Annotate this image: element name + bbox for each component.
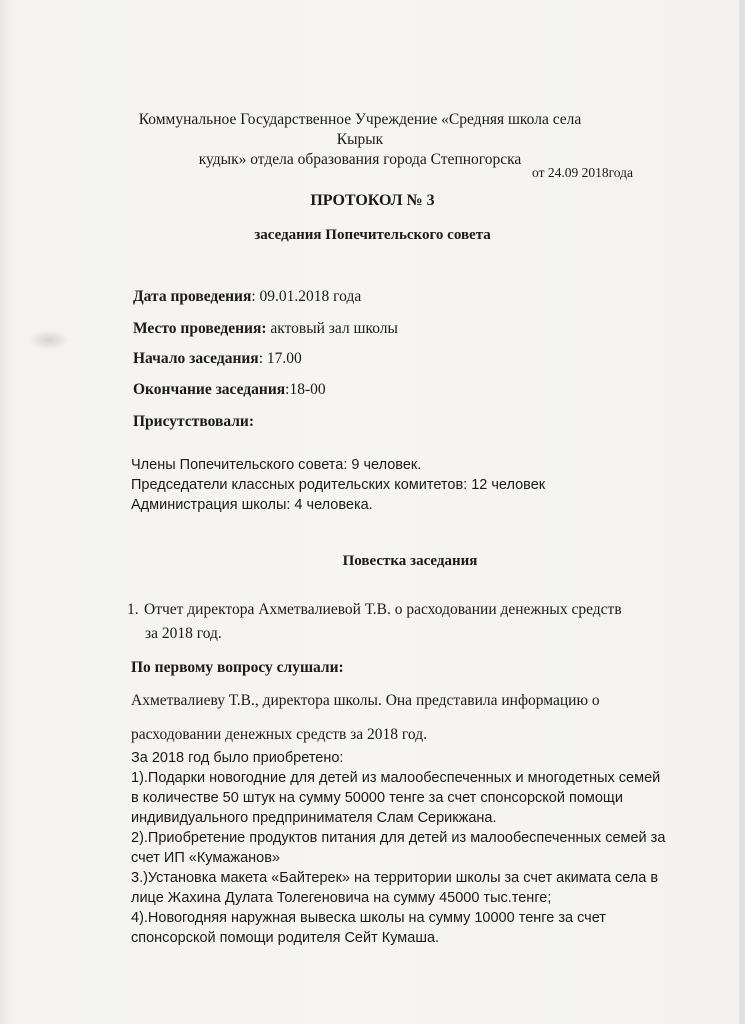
paragraph-line: расходовании денежных средств за 2018 год.	[131, 726, 427, 743]
attendee-line: Председатели классных родительских комитетов: 12 человек	[131, 477, 546, 493]
agenda-title: Повестка заседания	[342, 553, 478, 569]
first-question-text	[131, 684, 697, 752]
agenda-item-number: 1.	[127, 601, 139, 618]
attendee-line: Члены Попечительского совета: 9 человек.	[131, 457, 422, 473]
purchase-line: индивидуального предпринимателя Слам Серикжана.	[131, 810, 497, 826]
institution-header	[120, 110, 600, 170]
purchases-intro: За 2018 год было приобретено:	[131, 750, 344, 766]
meeting-end	[133, 381, 326, 399]
attendee-line: Администрация школы: 4 человека.	[131, 497, 373, 513]
agenda-item-text: Отчет директора Ахметвалиевой Т.В. о расходовании денежных средств	[144, 601, 622, 618]
purchase-line: 3.)Установка макета «Байтерек» на территории школы за счет акимата села в	[131, 870, 659, 886]
meeting-end-value: :18-00	[285, 381, 326, 398]
page-edge	[739, 0, 745, 1024]
meeting-end-label: Окончание заседания	[133, 381, 286, 398]
meeting-start	[133, 350, 302, 368]
protocol-subtitle: заседания Попечительского совета	[254, 227, 491, 243]
purchase-line: 2).Приобретение продуктов питания для детей из малообеспеченных семей за	[131, 830, 666, 846]
meeting-date-label: Дата проведения	[133, 288, 252, 305]
present-heading	[133, 413, 254, 431]
purchase-line: спонсорской помощи родителя Сейт Кумаша.	[131, 930, 440, 946]
present-label: Присутствовали:	[133, 413, 255, 430]
protocol-title: ПРОТОКОЛ № 3	[310, 192, 435, 209]
first-question-heading: По первому вопросу слушали:	[131, 659, 344, 676]
meeting-start-value: : 17.00	[258, 350, 302, 367]
agenda-item-continuation: за 2018 год.	[145, 625, 222, 642]
meeting-date-value: : 09.01.2018 года	[251, 288, 362, 305]
purchase-line: лице Жахина Дулата Толегеновича на сумму 45000 тыс.тенге;	[131, 890, 552, 906]
header-line-2: кудык» отдела образования города Степногорска	[198, 151, 522, 168]
scan-smudge	[28, 330, 70, 350]
document-date: от 24.09 2018года	[532, 165, 634, 180]
purchase-line: счет ИП «Кумажанов»	[131, 850, 281, 866]
attendees-list	[131, 455, 545, 515]
agenda-item	[127, 598, 697, 646]
purchase-line: 1).Подарки новогодние для детей из малообеспеченных и многодетных семей	[131, 770, 661, 786]
purchases-section	[131, 748, 697, 948]
meeting-place-value: актовый зал школы	[266, 320, 398, 337]
paragraph-line: Ахметвалиеву Т.В., директора школы. Она представила информацию о	[131, 692, 600, 709]
meeting-start-label: Начало заседания	[133, 350, 259, 367]
header-line-1: Коммунальное Государственное Учреждение «Средняя школа села Кырык	[138, 111, 582, 148]
meeting-date	[133, 288, 361, 306]
purchase-line: в количестве 50 штук на сумму 50000 тенге за счет спонсорской помощи	[131, 790, 623, 806]
purchase-line: 4).Новогодняя наружная вывеска школы на сумму 10000 тенге за счет	[131, 910, 606, 926]
meeting-place-label: Место проведения:	[133, 320, 267, 337]
meeting-place	[133, 320, 398, 338]
